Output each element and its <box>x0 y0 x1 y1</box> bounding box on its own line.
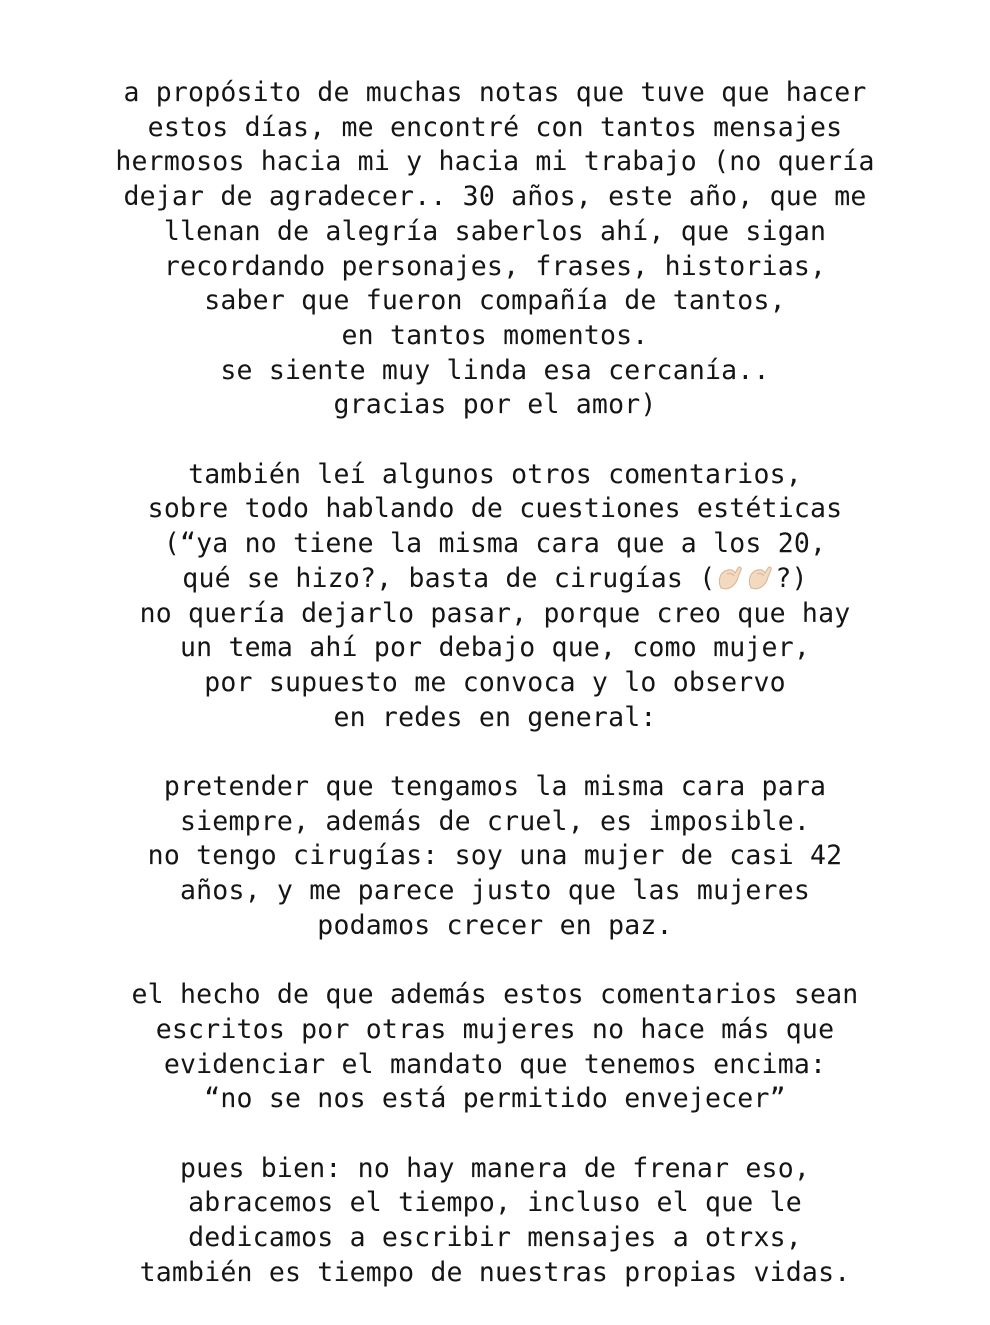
text-line: pues bien: no hay manera de frenar eso, <box>179 1152 811 1184</box>
text-line: hermosos hacia mi y hacia mi trabajo (no quería <box>115 146 875 178</box>
paragraph-5 <box>0 1152 990 1291</box>
text-line: dedicamos a escribir mensajes a otrxs, <box>188 1222 802 1254</box>
pinched-fingers-emoji-icon <box>715 564 745 592</box>
text-line: estos días, me encontré con tantos mensajes <box>147 111 843 143</box>
text-line: se siente muy linda esa cercanía.. <box>220 354 770 386</box>
text-line: saber que fueron compañía de tantos, <box>204 285 786 317</box>
text-line: pretender que tengamos la misma cara para <box>163 771 827 803</box>
text-line: siempre, además de cruel, es imposible. <box>179 805 811 837</box>
text-line: recordando personajes, frases, historias, <box>163 250 827 282</box>
text-line: abracemos el tiempo, incluso el que le <box>188 1187 802 1219</box>
text-line: en tantos momentos. <box>341 319 649 351</box>
text-line: (“ya no tiene la misma cara que a los 20, <box>163 528 827 560</box>
text-line: evidenciar el mandato que tenemos encima: <box>163 1048 827 1080</box>
paragraph-2 <box>0 458 990 736</box>
text-line: también leí algunos otros comentarios, <box>188 458 802 490</box>
paragraph-4 <box>0 978 990 1117</box>
text-line: sobre todo hablando de cuestiones estéticas <box>147 493 843 525</box>
text-line: un tema ahí por debajo que, como mujer, <box>179 632 811 664</box>
emoji-line-before: qué se hizo?, basta de cirugías ( <box>182 562 716 594</box>
text-line: no quería dejarlo pasar, porque creo que hay <box>139 597 851 629</box>
text-line: gracias por el amor) <box>333 389 657 421</box>
text-line-with-emoji <box>0 562 990 597</box>
text-line: dejar de agradecer.. 30 años, este año, que me <box>123 181 867 213</box>
text-line: escritos por otras mujeres no hace más que <box>155 1013 835 1045</box>
text-line: “no se nos está permitido envejecer” <box>204 1083 786 1115</box>
paragraph-3 <box>0 770 990 944</box>
text-line: el hecho de que además estos comentarios sean <box>131 979 859 1011</box>
pinched-fingers-emoji-icon <box>745 564 775 592</box>
text-line: llenan de alegría saberlos ahí, que sigan <box>163 215 827 247</box>
text-line: en redes en general: <box>333 701 657 733</box>
emoji-line-after: ?) <box>775 562 808 594</box>
text-line: años, y me parece justo que las mujeres <box>179 875 811 907</box>
text-line: a propósito de muchas notas que tuve que hacer <box>123 77 867 108</box>
text-line: por supuesto me convoca y lo observo <box>204 666 786 698</box>
text-line: también es tiempo de nuestras propias vidas. <box>139 1256 851 1288</box>
text-line: no tengo cirugías: soy una mujer de casi 42 <box>147 840 843 872</box>
story-text <box>0 76 990 1325</box>
text-line: podamos crecer en paz. <box>317 909 673 941</box>
paragraph-1 <box>0 76 990 423</box>
